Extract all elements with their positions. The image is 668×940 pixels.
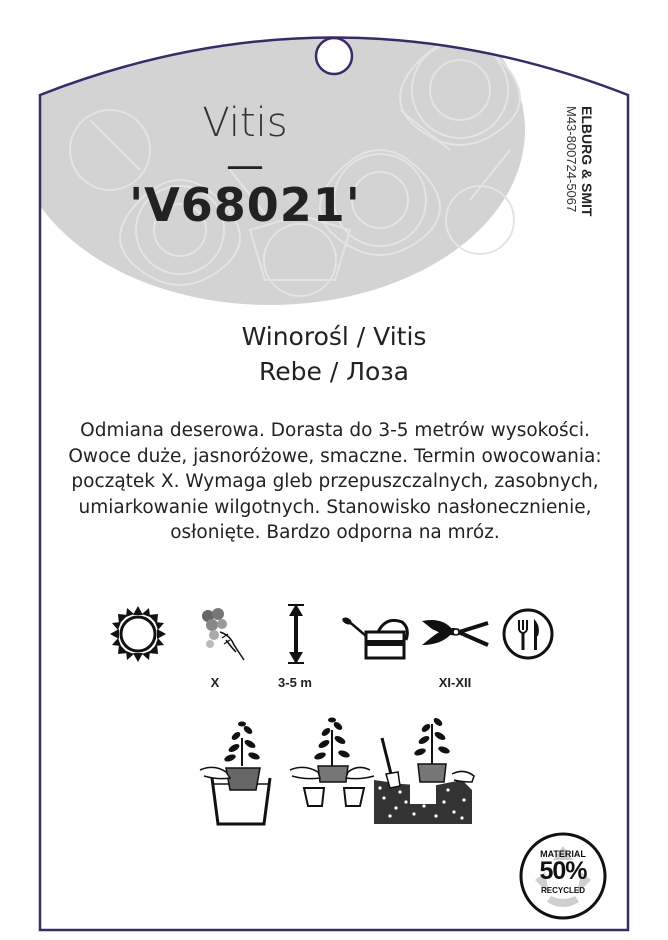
genus-name: Vitis (202, 100, 288, 146)
common-name-line1: Winorośl / Vitis (241, 322, 427, 351)
title-dash: — (226, 143, 264, 187)
badge-percent-text: 50% (539, 857, 587, 885)
watering-can-icon (341, 616, 407, 658)
pruning-months-label: XI-XII (438, 675, 472, 690)
harvest-month-label: X (210, 675, 220, 690)
badge-material-text: MATERIAL (540, 849, 586, 859)
vendor-name: ELBURG & SMIT (579, 106, 595, 217)
edible-icon (504, 610, 552, 658)
height-label: 3-5 m (278, 675, 312, 690)
pruning-shears-icon (422, 620, 488, 645)
product-code: M43-800724-5067 (564, 106, 579, 213)
cultivar-name: 'V68021' (129, 178, 361, 232)
common-name-line2: Rebe / Лоза (259, 357, 409, 386)
sun-icon (110, 606, 166, 662)
plant-description: Odmiana deserowa. Dorasta do 3-5 metrów wysokości. Owoce duże, jasnoróżowe, smaczne. Termin owocowania: początek X. Wymaga gleb przepuszczalnych, zasobnych, umiarkowanie wilgotnych. Stanowisko nasłonecznienie, osłonięte. Bardzo odporna na mróz. (68, 420, 602, 543)
recycled-badge (520, 833, 606, 919)
plant-in-ground-icon (374, 716, 474, 824)
harvest-hand-icon (202, 608, 244, 660)
soak-pot-icon (200, 722, 270, 825)
remove-pot-icon (290, 718, 374, 807)
badge-recycled-text: RECYCLED (540, 886, 585, 895)
height-arrow-icon (288, 604, 304, 664)
hang-hole (316, 38, 352, 74)
